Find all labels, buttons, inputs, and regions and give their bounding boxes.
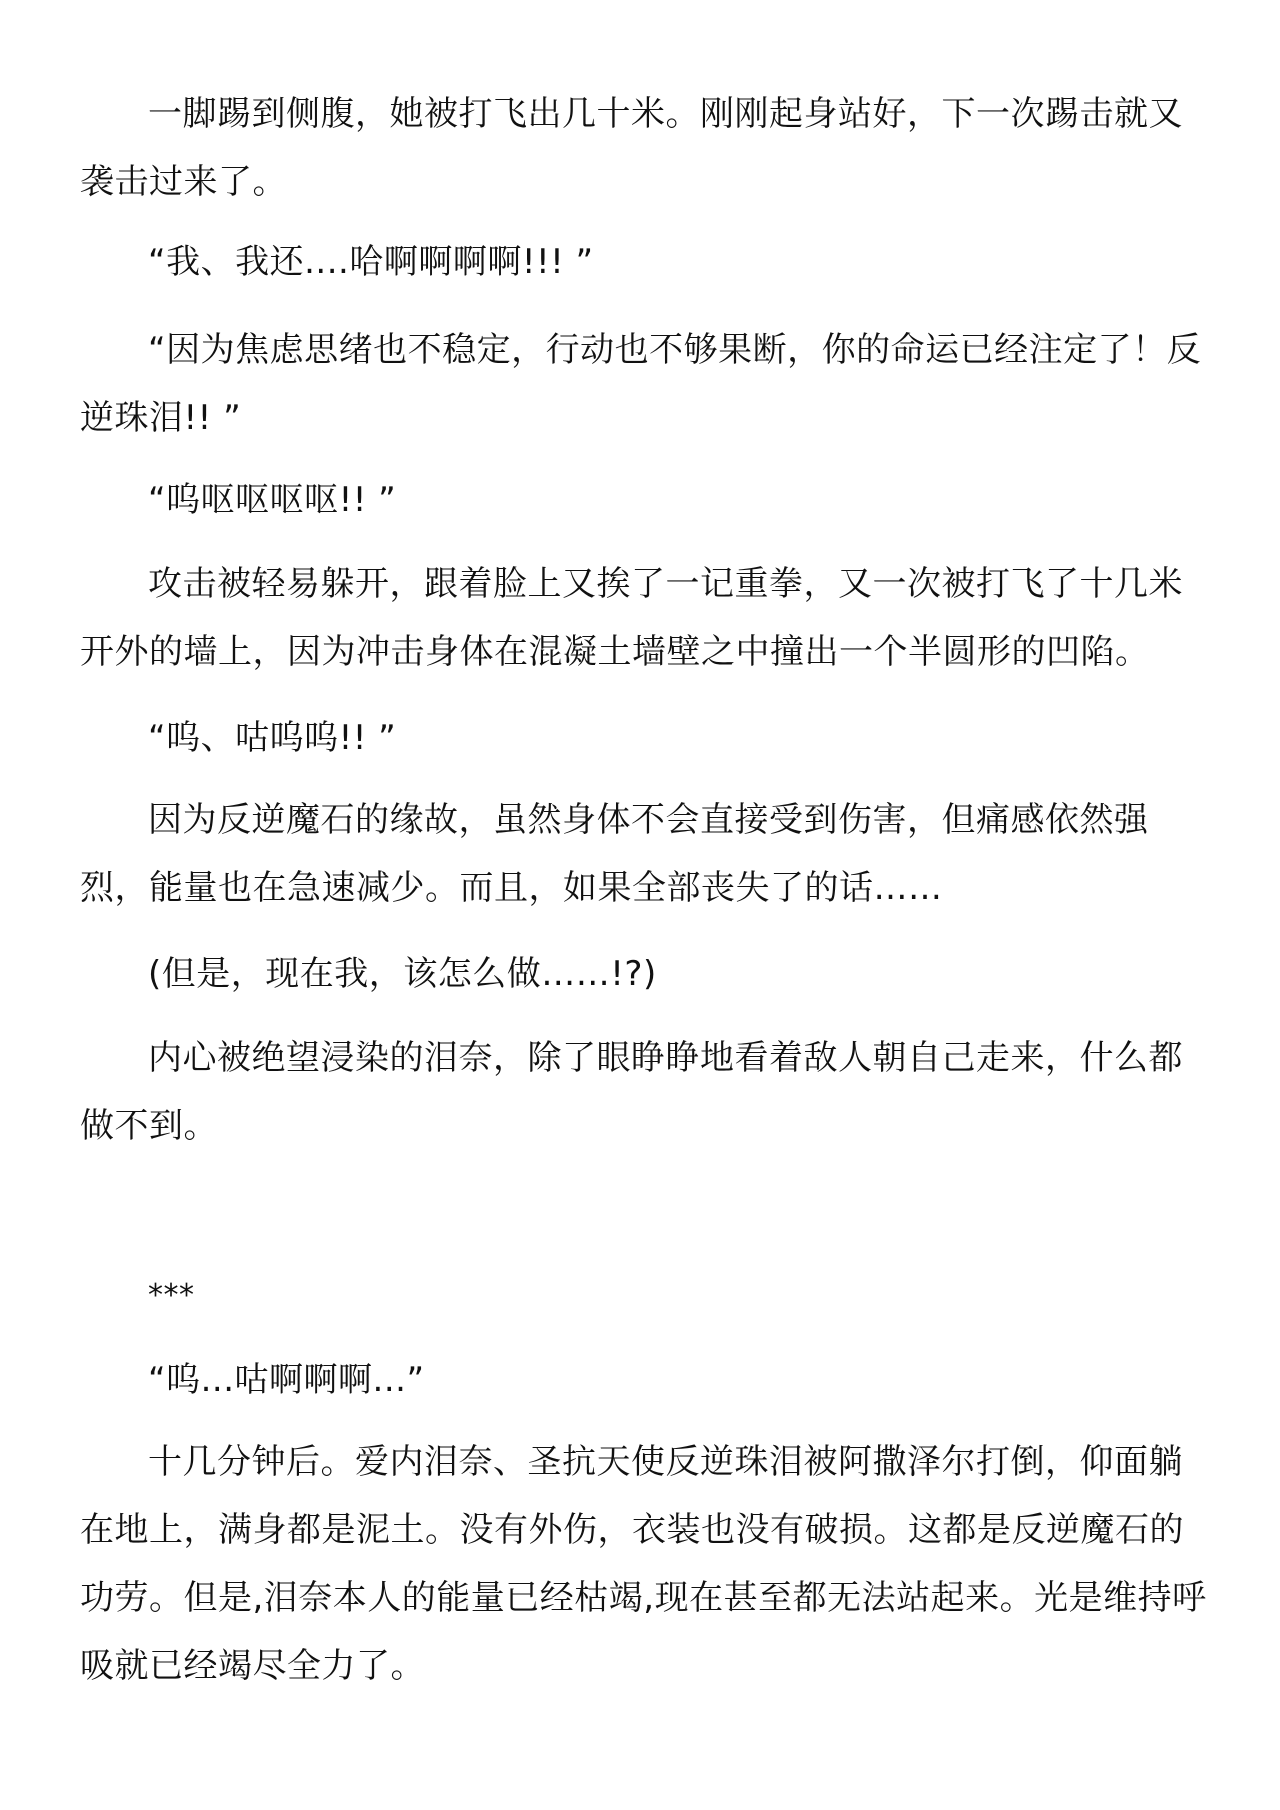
scene-break: *** — [148, 1278, 195, 1313]
paragraph-kick: 一脚踢到侧腹，她被打飞出几十米。刚刚起身站好，下一次踢击就又袭击过来了。 — [80, 94, 1183, 202]
paragraph-dialogue-cry: “我、我还....哈啊啊啊啊!!! ” — [148, 242, 594, 282]
paragraph-despair: 内心被绝望浸染的泪奈，除了眼睁睁地看着敌人朝自己走来，什么都做不到。 — [80, 1038, 1183, 1146]
paragraph-punch: 攻击被轻易躲开，跟着脸上又挨了一记重拳，又一次被打飞了十几米开外的墙上，因为冲击身体在混凝土墙壁之中撞出一个半圆形的凹陷。 — [80, 564, 1183, 672]
paragraph-stone: 因为反逆魔石的缘故，虽然身体不会直接受到伤害，但痛感依然强烈，能量也在急速减少。而且，如果全部丧失了的话…… — [80, 800, 1149, 908]
paragraph-aftermath: 十几分钟后。爱内泪奈、圣抗天使反逆珠泪被阿撒泽尔打倒，仰面躺在地上，满身都是泥土。没有外伤，衣装也没有破损。这都是反逆魔石的功劳。但是,泪奈本人的能量已经枯竭,现在甚至都无法站起来。光是维持呼吸就已经竭尽全力了。 — [80, 1442, 1207, 1686]
paragraph-dialogue-weak: “呜...咕啊啊啊...” — [148, 1360, 425, 1400]
paragraph-thought: (但是，现在我，该怎么做……!?) — [148, 954, 657, 994]
paragraph-dialogue-moan: “呜、咕呜呜!! ” — [148, 718, 397, 758]
paragraph-dialogue-groan: “呜呕呕呕呕!! ” — [148, 480, 397, 520]
paragraph-dialogue-enemy: “因为焦虑思绪也不稳定，行动也不够果断，你的命运已经注定了！反逆珠泪!! ” — [80, 330, 1202, 438]
